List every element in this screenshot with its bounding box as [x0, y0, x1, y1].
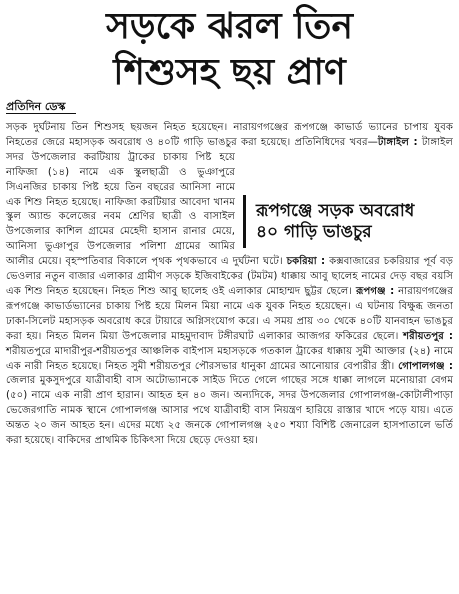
rupganj-label: রূপগঞ্জ :: [356, 285, 395, 297]
headline-line-2: শিশুসহ ছয় প্রাণ: [113, 52, 346, 93]
shariatpur-label: শরীয়তপুর :: [403, 330, 453, 342]
chakaria-label: চকরিয়া :: [286, 256, 326, 268]
headline-line-1: সড়কে ঝরল তিন: [106, 6, 353, 47]
chakaria-text: কক্সবাজারের চকরিয়ার পূর্ব বড় ভেওলার নতুন বাজার এলাকার গ্রামীণ সড়কে ইজিবাইকের (টমটম) ধাক্কায় আবু ছালেহ নামের দেড় বছর বয়সি এক শিশু নিহত হয়েছেন। নিহত শিশু আবু ছালেহ ওই এলাকার মোহাম্মদ ছুট্টর ছেলে।: [6, 256, 453, 297]
gopalganj-text: জেলার মুকসুদপুরে যাত্রীবাহী বাস অটোভ্যানকে সাইড দিতে গেলে গাছের সঙ্গে ধাক্কা লাগলে মনোয়ারা বেগম (৫০) নামে এক নারী প্রাণ হারান। আহত হন ৪০ জন। অন্যদিকে, সদর উপজেলার গোপালগঞ্জ-কোটালীপাড়া ভেজেরগাতি নামক স্থানে গোপালগঞ্জ আসার পথে যাত্রীবাহী বাস নিয়ন্ত্রণ হারিয়ে রাস্তার খাদে পড়ে যায়। এতে অন্তত ২০ জন আহত হন। এদের মধ্যে ২৫ জনকে গোপালগঞ্জ ২৫০ শয্যা বিশিষ্ট জেনারেল হাসপাতালে ভর্তি করা হয়েছে। বাকিদের প্রাথমিক চিকিৎসা দিয়ে ছেড়ে দেওয়া হয়।: [6, 375, 453, 447]
intro-text: সড়ক দুর্ঘটনায় তিন শিশুসহ ছয়জন নিহত হয়েছেন। নারায়ণগঞ্জের রূপগঞ্জে কাভার্ড ভ্যানের চাপায় যুবক নিহতের জেরে মহাসড়ক অবরোধ ও ৪০টি গাড়ি ভাঙচুর করা হয়েছে। প্রতিনিধিদের খবর—: [6, 122, 453, 148]
headline: [0, 4, 459, 96]
pull-quote: [243, 195, 453, 248]
gopalganj-label: গোপালগঞ্জ :: [398, 360, 453, 372]
rupganj-text: নারায়ণগঞ্জের রূপগঞ্জে কাভার্ডভ্যানের চাকায় পিষ্ট হয়ে মিলন মিয়া নামে এক যুবক নিহত হয়েছেন। এ ঘটনায় বিক্ষুব্ধ জনতা ঢাকা-সিলেট মহাসড়ক অবরোধ করে টায়ারে অগ্নিসংযোগ করে। এ সময় প্রায় ৩০ থেকে ৪০টি যানবাহন ভাঙচুর করা হয়। নিহত মিলন মিয়া উপজেলার মাহমুদাবাদ টঙ্গীরঘাট এলাকার আজগর ফকিরের ছেলে।: [6, 285, 453, 342]
article-body: [6, 121, 453, 449]
pull-quote-line-1: রূপগঞ্জে সড়ক অবরোধ: [256, 200, 415, 221]
pull-quote-line-2: ৪০ গাড়ি ভাঙচুর: [256, 221, 372, 242]
tangail-text: টাঙ্গাইল সদর উপজেলার করটিয়ায় ট্রাকের চাকায় পিষ্ট হয়ে নাফিজা (১৪) নামে এক স্কুলছাত্রী ও ভুঞাপুরে সিএনজির চাকায় পিষ্ট হয়ে তিন বছরের আনিসা নামে এক শিশু নিহত হয়েছে। নাফিজা করটিয়ার আবেদা খানম স্কুল অ্যান্ড কলেজের নবম শ্রেণির ছাত্রী ও বাসাইল উপজেলার কাশিল গ্রামের মেহেদী হাসান রানার মেয়ে, আনিসা ভুঞাপুর উপজেলার পলিশা গ্রামের আমির আলীর মেয়ে। বৃহস্পতিবার বিকালে পৃথক পৃথকভাবে এ দুর্ঘটনা ঘটে।: [6, 136, 453, 268]
article-text: [6, 121, 453, 449]
shariatpur-text: শরীয়তপুরে মাদারীপুর-শরীয়তপুর আঞ্চলিক বাইপাস মহাসড়কে গতকাল ট্রাকের ধাক্কায় সুমী আক্তার (২৪) নামে এক নারী নিহত হয়েছে। নিহত সুমী শরীয়তপুর পৌরসভার ধানুকা গ্রামের আনোয়ার বেপারীর স্ত্রী।: [6, 345, 453, 372]
byline-rule: [6, 113, 76, 114]
tangail-label: টাঙ্গাইল :: [377, 136, 418, 148]
byline: প্রতিদিন ডেস্ক: [6, 100, 66, 113]
